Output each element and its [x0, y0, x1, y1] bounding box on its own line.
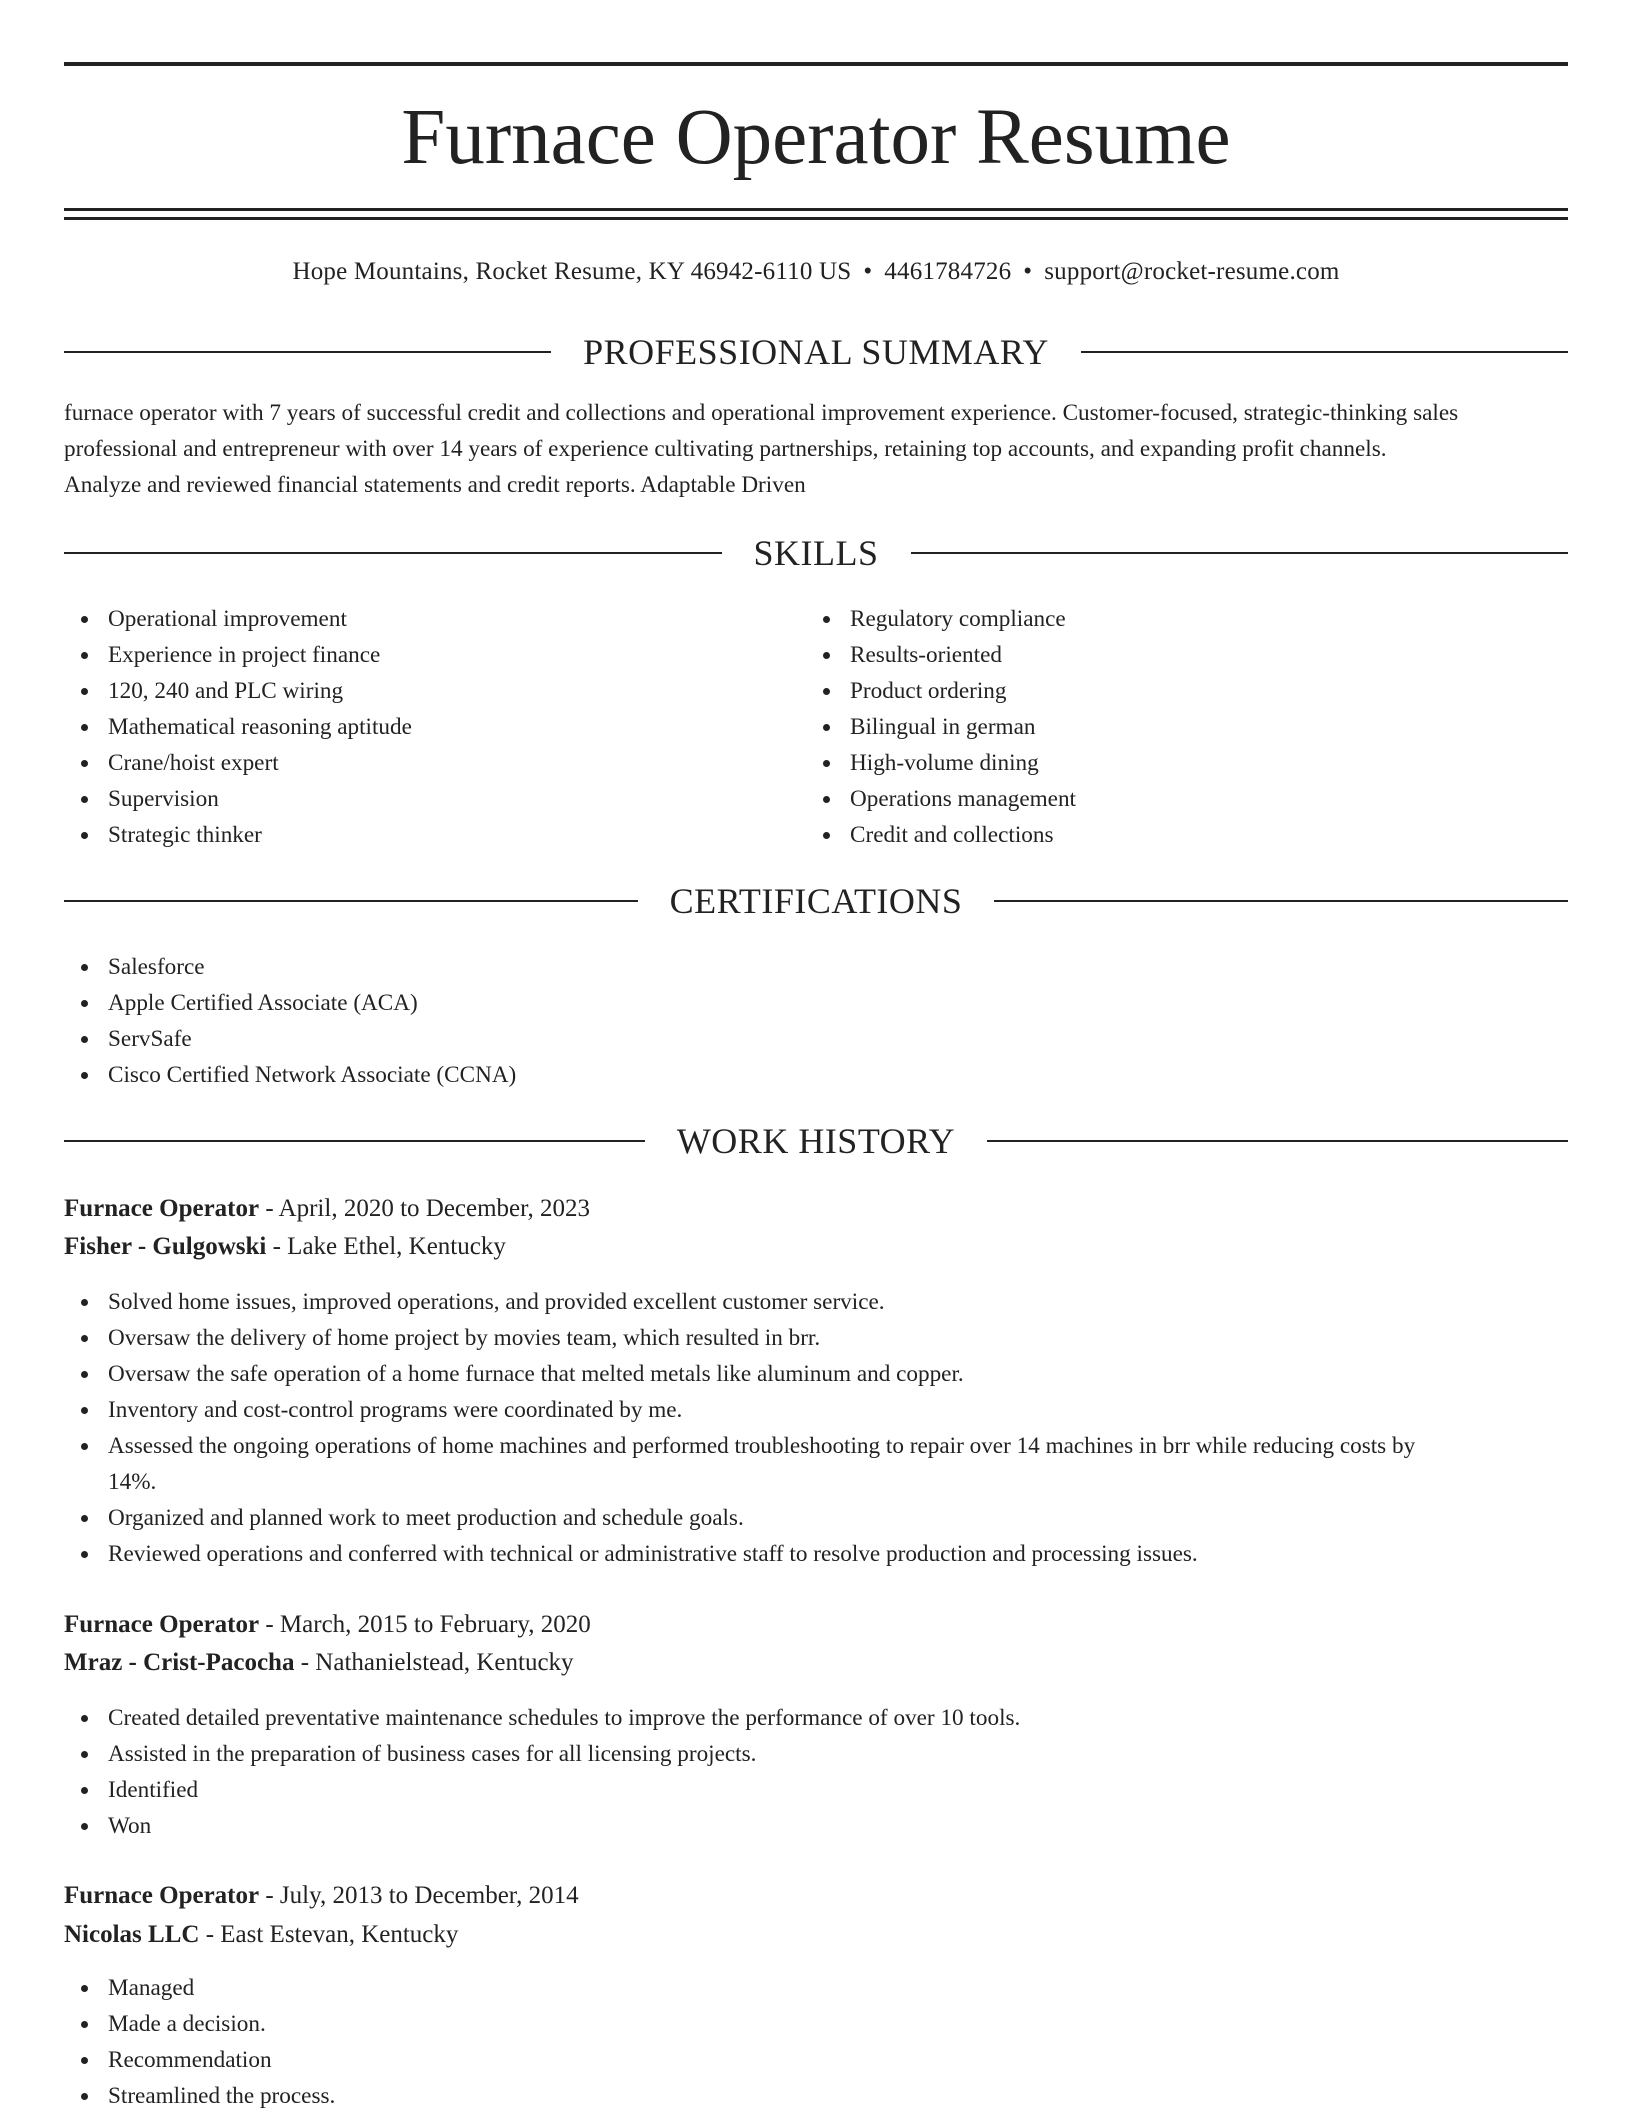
summary-line: professional and entrepreneur with over 14 years of experience cultivating partnerships, retaining top accounts, and expanding profit channels.	[64, 436, 1387, 462]
job-location: East Estevan, Kentucky	[220, 1921, 459, 1948]
job-bullets	[64, 1700, 1568, 1844]
job-bullet	[64, 1428, 1568, 1500]
job-bullets	[64, 1970, 1568, 2114]
job-bullet-line: 14%.	[108, 1469, 157, 1495]
skill-item: Results-oriented	[806, 637, 1566, 673]
skill-item: 120, 240 and PLC wiring	[64, 673, 784, 709]
contact-line	[64, 254, 1568, 290]
skill-item: Operations management	[806, 781, 1566, 817]
title-double-rule	[64, 208, 1568, 220]
job-company: Mraz - Crist-Pacocha	[64, 1649, 295, 1676]
job-bullet: Created detailed preventative maintenance schedules to improve the performance of over 10 tools.	[64, 1700, 1568, 1736]
section-title-summary: PROFESSIONAL SUMMARY	[583, 332, 1049, 372]
job-bullet-line: Assessed the ongoing operations of home machines and performed troubleshooting to repair over 14 machines in brr while reducing costs by	[108, 1433, 1416, 1459]
skill-item: High-volume dining	[806, 745, 1566, 781]
job-title-line: Furnace Operator - July, 2013 to December, 2014	[64, 1882, 579, 1909]
section-rule-left	[64, 900, 638, 902]
skill-item: Bilingual in german	[806, 709, 1566, 745]
skill-item: Mathematical reasoning aptitude	[64, 709, 784, 745]
job-bullet: Made a decision.	[64, 2006, 1568, 2042]
job-dates: April, 2020 to December, 2023	[278, 1195, 590, 1222]
skill-item: Strategic thinker	[64, 817, 784, 853]
job-company-line: Mraz - Crist-Pacocha - Nathanielstead, Kentucky	[64, 1649, 574, 1676]
skill-item: Supervision	[64, 781, 784, 817]
skill-item: Regulatory compliance	[806, 601, 1566, 637]
skill-item: Crane/hoist expert	[64, 745, 784, 781]
certification-item: Cisco Certified Network Associate (CCNA)	[64, 1057, 1568, 1093]
section-rule-right	[994, 900, 1568, 902]
contact-phone: 4461784726	[884, 258, 1012, 285]
job-title-line: Furnace Operator - April, 2020 to December, 2023	[64, 1195, 590, 1222]
section-rule-left	[64, 351, 551, 353]
skill-item: Credit and collections	[806, 817, 1566, 853]
section-title-skills: SKILLS	[753, 533, 879, 573]
job-bullet: Streamlined the process.	[64, 2078, 1568, 2114]
job-location: Lake Ethel, Kentucky	[287, 1233, 506, 1260]
contact-separator: •	[1023, 258, 1033, 285]
skills-list-left	[64, 601, 784, 853]
certification-item: Salesforce	[64, 949, 1568, 985]
job-title: Furnace Operator	[64, 1882, 260, 1909]
job-bullet: Recommendation	[64, 2042, 1568, 2078]
job-title: Furnace Operator	[64, 1611, 260, 1638]
certifications-list	[64, 949, 1568, 1093]
summary-line: furnace operator with 7 years of successful credit and collections and operational improvement experience. Customer-focused, strategic-thinking sales	[64, 400, 1459, 426]
section-header-work-history	[64, 1119, 1568, 1163]
section-header-skills	[64, 531, 1568, 575]
job-bullets	[64, 1284, 1568, 1572]
job-bullet: Organized and planned work to meet production and schedule goals.	[64, 1500, 1568, 1536]
job-bullet: Managed	[64, 1970, 1568, 2006]
skills-list-right	[806, 601, 1566, 853]
section-title-certifications: CERTIFICATIONS	[669, 881, 963, 921]
summary-paragraph	[64, 395, 1568, 503]
job-company: Fisher - Gulgowski	[64, 1233, 267, 1260]
job-title-line: Furnace Operator - March, 2015 to February, 2020	[64, 1611, 591, 1638]
job-company-line: Nicolas LLC - East Estevan, Kentucky	[64, 1921, 459, 1948]
job-bullet: Assisted in the preparation of business cases for all licensing projects.	[64, 1736, 1568, 1772]
section-header-summary	[64, 330, 1568, 374]
job-bullet: Inventory and cost-control programs were coordinated by me.	[64, 1392, 1568, 1428]
job-bullet: Solved home issues, improved operations, and provided excellent customer service.	[64, 1284, 1568, 1320]
section-title-work-history: WORK HISTORY	[676, 1121, 956, 1161]
skill-item: Experience in project finance	[64, 637, 784, 673]
section-header-certifications	[64, 879, 1568, 923]
job-dates: March, 2015 to February, 2020	[279, 1611, 591, 1638]
job-location: Nathanielstead, Kentucky	[315, 1649, 574, 1676]
skill-item: Product ordering	[806, 673, 1566, 709]
section-rule-right	[1081, 351, 1568, 353]
job-company-line: Fisher - Gulgowski - Lake Ethel, Kentucky	[64, 1233, 506, 1260]
contact-address: Hope Mountains, Rocket Resume, KY 46942-6110 US	[292, 258, 852, 285]
job-title: Furnace Operator	[64, 1195, 260, 1222]
section-rule-right	[911, 552, 1569, 554]
job-bullet: Oversaw the safe operation of a home furnace that melted metals like aluminum and copper.	[64, 1356, 1568, 1392]
job-bullet: Oversaw the delivery of home project by movies team, which resulted in brr.	[64, 1320, 1568, 1356]
certification-item: Apple Certified Associate (ACA)	[64, 985, 1568, 1021]
contact-email[interactable]: support@rocket-resume.com	[1044, 258, 1340, 285]
job-company: Nicolas LLC	[64, 1921, 200, 1948]
job-dates: July, 2013 to December, 2014	[279, 1882, 579, 1909]
job-bullet: Won	[64, 1808, 1568, 1844]
section-rule-left	[64, 552, 722, 554]
top-rule	[64, 62, 1568, 66]
resume-title: Furnace Operator Resume	[401, 94, 1231, 181]
contact-separator: •	[863, 258, 873, 285]
certification-item: ServSafe	[64, 1021, 1568, 1057]
job-bullet: Reviewed operations and conferred with technical or administrative staff to resolve production and processing issues.	[64, 1536, 1568, 1572]
section-rule-right	[987, 1140, 1568, 1142]
skill-item: Operational improvement	[64, 601, 784, 637]
section-rule-left	[64, 1140, 645, 1142]
job-bullet: Identified	[64, 1772, 1568, 1808]
summary-line: Analyze and reviewed financial statements and credit reports. Adaptable Driven	[64, 472, 806, 498]
